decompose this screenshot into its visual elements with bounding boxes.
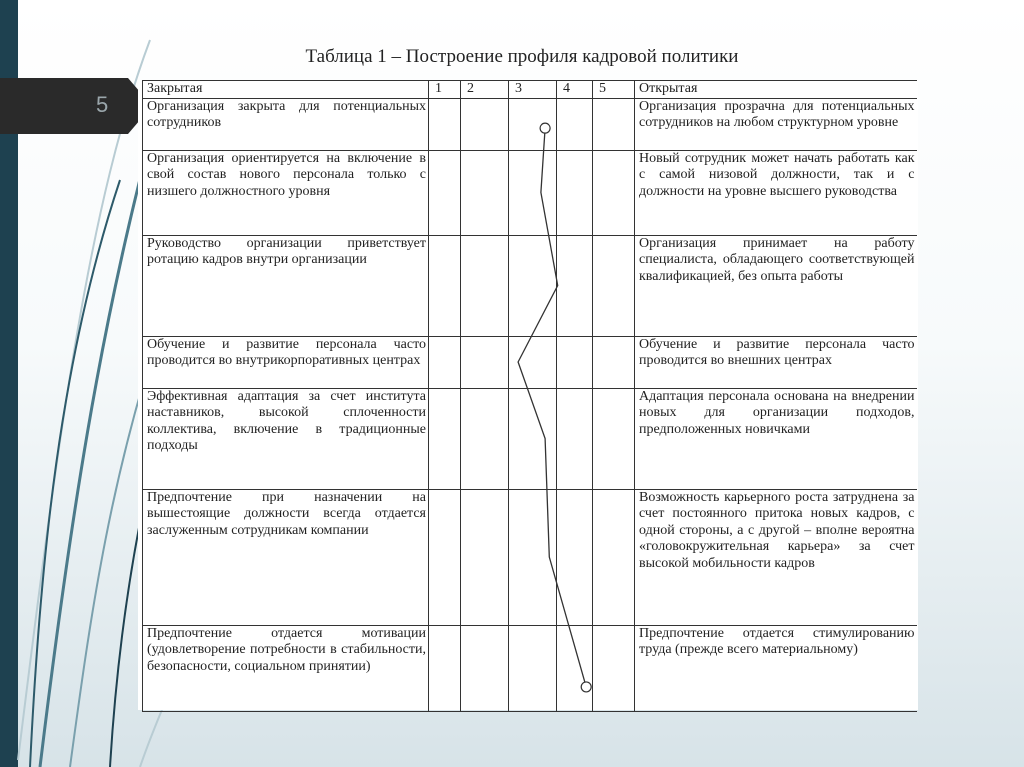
table-row xyxy=(143,388,917,489)
header-closed: Закрытая xyxy=(143,81,429,99)
header-scale-4: 4 xyxy=(557,81,593,99)
header-scale-3: 3 xyxy=(509,81,557,99)
row-open-text: Новый сотрудник может начать работать как с самой низовой должности, так и с должности на уровне высшего руководства xyxy=(635,150,917,235)
row-closed-text: Обучение и развитие персонала часто проводится во внутрикорпоративных центрах xyxy=(143,336,429,388)
page-title: Таблица 1 – Построение профиля кадровой политики xyxy=(305,46,739,67)
table-row xyxy=(143,235,917,336)
row-open-text: Организация принимает на работу специалиста, обладающего соответствующей квалификацией, без опыта работы xyxy=(635,235,917,336)
row-open-text: Предпочтение отдается стимулированию труда (прежде всего материальному) xyxy=(635,625,917,711)
table-header-row xyxy=(143,81,917,99)
row-open-text: Возможность карьерного роста затруднена за счет постоянного притока новых кадров, с одной стороны, а с другой – вполне вероятна «головокружительная карьера» за счет высокой мобильности кадров xyxy=(635,489,917,625)
table-row xyxy=(143,489,917,625)
row-closed-text: Эффективная адаптация за счет института наставников, высокой сплоченности коллектива, включение в традиционные подходы xyxy=(143,388,429,489)
row-closed-text: Предпочтение отдается мотивации (удовлетворение потребности в стабильности, безопасности, социальном принятии) xyxy=(143,625,429,711)
table-row xyxy=(143,98,917,150)
row-closed-text: Организация закрыта для потенциальных сотрудников xyxy=(143,98,429,150)
row-closed-text: Руководство организации приветствует ротацию кадров внутри организации xyxy=(143,235,429,336)
header-open: Открытая xyxy=(635,81,917,99)
slide-number-arrow xyxy=(0,78,152,134)
profile-table xyxy=(142,80,917,712)
row-closed-text: Предпочтение при назначении на вышестоящие должности всегда отдается заслуженным сотрудникам компании xyxy=(143,489,429,625)
header-scale-1: 1 xyxy=(429,81,461,99)
table-row xyxy=(143,625,917,711)
table-row xyxy=(143,150,917,235)
table-row xyxy=(143,336,917,388)
row-open-text: Адаптация персонала основана на внедрении новых для организации подходов, предположенных новичками xyxy=(635,388,917,489)
header-scale-2: 2 xyxy=(461,81,509,99)
row-closed-text: Организация ориентируется на включение в свой состав нового персонала только с низшего должностного уровня xyxy=(143,150,429,235)
header-scale-5: 5 xyxy=(593,81,635,99)
row-open-text: Обучение и развитие персонала часто проводится во внешних центрах xyxy=(635,336,917,388)
row-open-text: Организация прозрачна для потенциальных сотрудников на любом структурном уровне xyxy=(635,98,917,150)
slide-number: 5 xyxy=(96,92,109,117)
